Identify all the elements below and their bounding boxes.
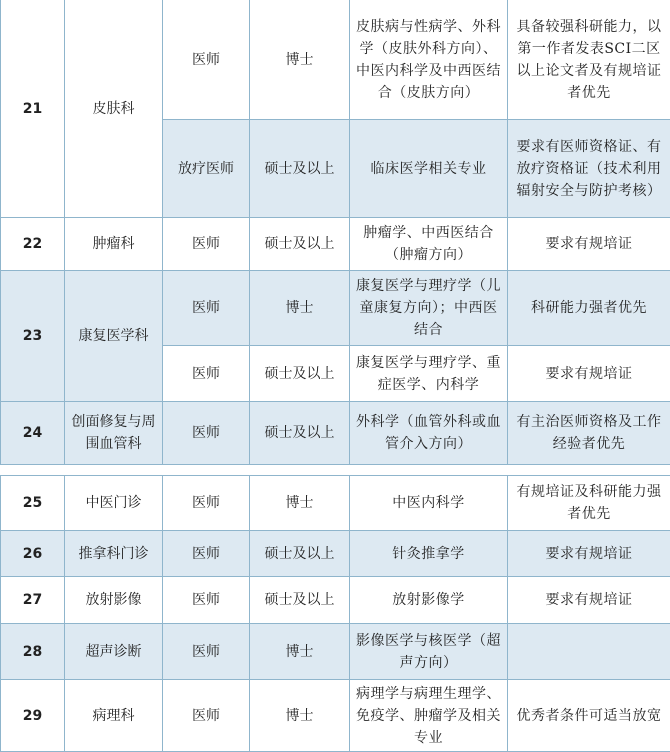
requirement-cell: 优秀者条件可适当放宽 [508, 680, 670, 752]
major-cell: 病理学与病理生理学、免疫学、肿瘤学及相关专业 [350, 680, 508, 752]
major-cell: 放射影像学 [350, 577, 508, 624]
table-row [1, 402, 670, 465]
requirement-cell: 科研能力强者优先 [508, 271, 670, 346]
major-cell: 肿瘤学、中西医结合（肿瘤方向） [350, 218, 508, 271]
degree-cell: 博士 [250, 624, 350, 680]
requirement-cell: 有主治医师资格及工作经验者优先 [508, 402, 670, 465]
requirement-cell: 有规培证及科研能力强者优先 [508, 476, 670, 531]
position-cell: 医师 [163, 624, 250, 680]
degree-cell: 硕士及以上 [250, 120, 350, 218]
position-cell: 医师 [163, 577, 250, 624]
major-cell: 影像医学与核医学（超声方向） [350, 624, 508, 680]
position-cell: 医师 [163, 402, 250, 465]
position-cell: 医师 [163, 680, 250, 752]
position-cell: 医师 [163, 271, 250, 346]
requirement-cell: 要求有规培证 [508, 577, 670, 624]
row-number: 27 [1, 577, 65, 624]
position-cell: 医师 [163, 346, 250, 402]
row-number: 26 [1, 531, 65, 577]
row-number: 28 [1, 624, 65, 680]
department-cell: 超声诊断 [65, 624, 163, 680]
degree-cell: 硕士及以上 [250, 531, 350, 577]
major-cell: 中医内科学 [350, 476, 508, 531]
row-number: 23 [1, 271, 65, 402]
degree-cell: 硕士及以上 [250, 218, 350, 271]
major-cell: 皮肤病与性病学、外科学（皮肤外科方向）、中医内科学及中西医结合（皮肤方向） [350, 0, 508, 120]
table-row [1, 271, 670, 346]
degree-cell: 硕士及以上 [250, 577, 350, 624]
degree-cell: 博士 [250, 0, 350, 120]
department-cell: 病理科 [65, 680, 163, 752]
department-cell: 推拿科门诊 [65, 531, 163, 577]
department-cell: 康复医学科 [65, 271, 163, 402]
row-number: 22 [1, 218, 65, 271]
major-cell: 外科学（血管外科或血管介入方向） [350, 402, 508, 465]
requirement-cell [508, 624, 670, 680]
degree-cell: 硕士及以上 [250, 346, 350, 402]
row-number: 25 [1, 476, 65, 531]
degree-cell: 硕士及以上 [250, 402, 350, 465]
requirement-cell: 要求有规培证 [508, 531, 670, 577]
major-cell: 临床医学相关专业 [350, 120, 508, 218]
table-gap [0, 465, 670, 475]
degree-cell: 博士 [250, 476, 350, 531]
degree-cell: 博士 [250, 680, 350, 752]
major-cell: 康复医学与理疗学、重症医学、内科学 [350, 346, 508, 402]
major-cell: 康复医学与理疗学（儿童康复方向）；中西医结合 [350, 271, 508, 346]
position-cell: 医师 [163, 476, 250, 531]
table-row [1, 531, 670, 577]
requirement-cell: 要求有医师资格证、有放疗资格证（技术利用辐射安全与防护考核） [508, 120, 670, 218]
requirement-cell: 要求有规培证 [508, 218, 670, 271]
row-number: 21 [1, 0, 65, 218]
row-number: 24 [1, 402, 65, 465]
requirement-cell: 要求有规培证 [508, 346, 670, 402]
position-cell: 放疗医师 [163, 120, 250, 218]
table-row [1, 680, 670, 752]
department-cell: 放射影像 [65, 577, 163, 624]
department-cell: 肿瘤科 [65, 218, 163, 271]
table-row [1, 624, 670, 680]
table-row [1, 577, 670, 624]
degree-cell: 博士 [250, 271, 350, 346]
major-cell: 针灸推拿学 [350, 531, 508, 577]
position-cell: 医师 [163, 218, 250, 271]
row-number: 29 [1, 680, 65, 752]
department-cell: 创面修复与周围血管科 [65, 402, 163, 465]
recruitment-table-part-2 [0, 475, 670, 752]
table-row [1, 218, 670, 271]
requirement-cell: 具备较强科研能力，以第一作者发表SCI二区以上论文者及有规培证者优先 [508, 0, 670, 120]
position-cell: 医师 [163, 531, 250, 577]
table-row [1, 0, 670, 120]
department-cell: 中医门诊 [65, 476, 163, 531]
department-cell: 皮肤科 [65, 0, 163, 218]
position-cell: 医师 [163, 0, 250, 120]
table-row [1, 476, 670, 531]
